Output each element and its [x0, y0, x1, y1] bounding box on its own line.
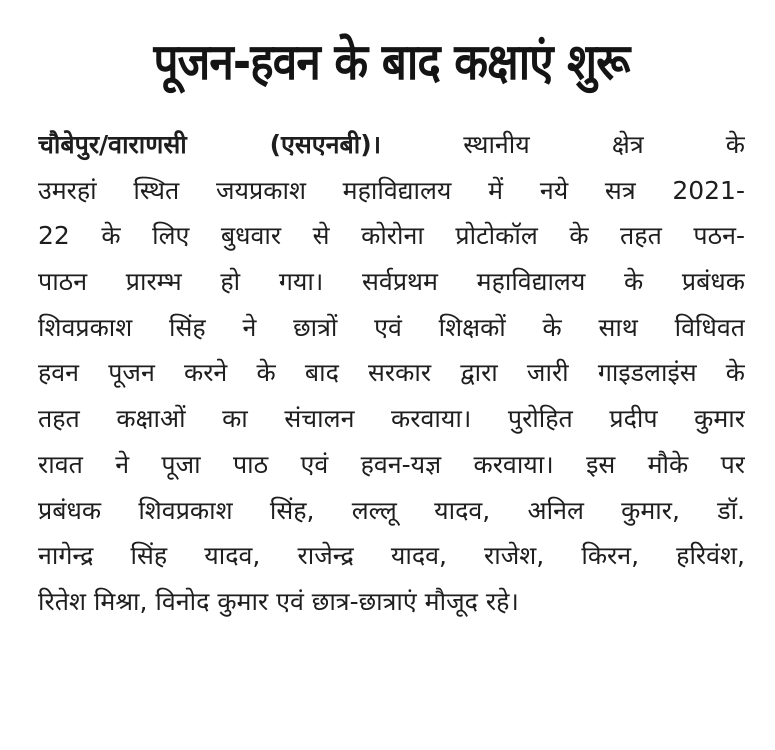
article-dateline: चौबेपुर/वाराणसी (एसएनबी)। [38, 130, 382, 159]
article-line-1 [38, 122, 745, 168]
article-line: तहत कक्षाओं का संचालन करवाया। पुरोहित प्रदीप कुमार [38, 404, 745, 434]
article-line: उमरहां स्थित जयप्रकाश महाविद्यालय में नये सत्र 2021- [38, 175, 745, 205]
article-line: 22 के लिए बुधवार से कोरोना प्रोटोकॉल के तहत पठन- [38, 221, 745, 251]
article-line: प्रबंधक शिवप्रकाश सिंह, लल्लू यादव, अनिल कुमार, डॉ. [38, 495, 745, 525]
article-line: शिवप्रकाश सिंह ने छात्रों एवं शिक्षकों के साथ विधिवत [38, 312, 745, 342]
article-line: नागेन्द्र सिंह यादव, राजेन्द्र यादव, राजेश, किरन, हरिवंश, [38, 541, 745, 571]
article-headline: पूजन-हवन के बाद कक्षाएं शुरू [153, 33, 630, 91]
article-line: पाठन प्रारम्भ हो गया। सर्वप्रथम महाविद्यालय के प्रबंधक [38, 267, 745, 297]
article-line: रितेश मिश्रा, विनोद कुमार एवं छात्र-छात्राएं मौजूद रहे। [38, 586, 519, 616]
article-body [38, 122, 745, 625]
article-line: रावत ने पूजा पाठ एवं हवन-यज्ञ करवाया। इस मौके पर [38, 449, 745, 479]
article-line: हवन पूजन करने के बाद सरकार द्वारा जारी गाइडलाइंस के [38, 358, 745, 388]
article-first-line-text: स्थानीय क्षेत्र के [463, 130, 745, 159]
